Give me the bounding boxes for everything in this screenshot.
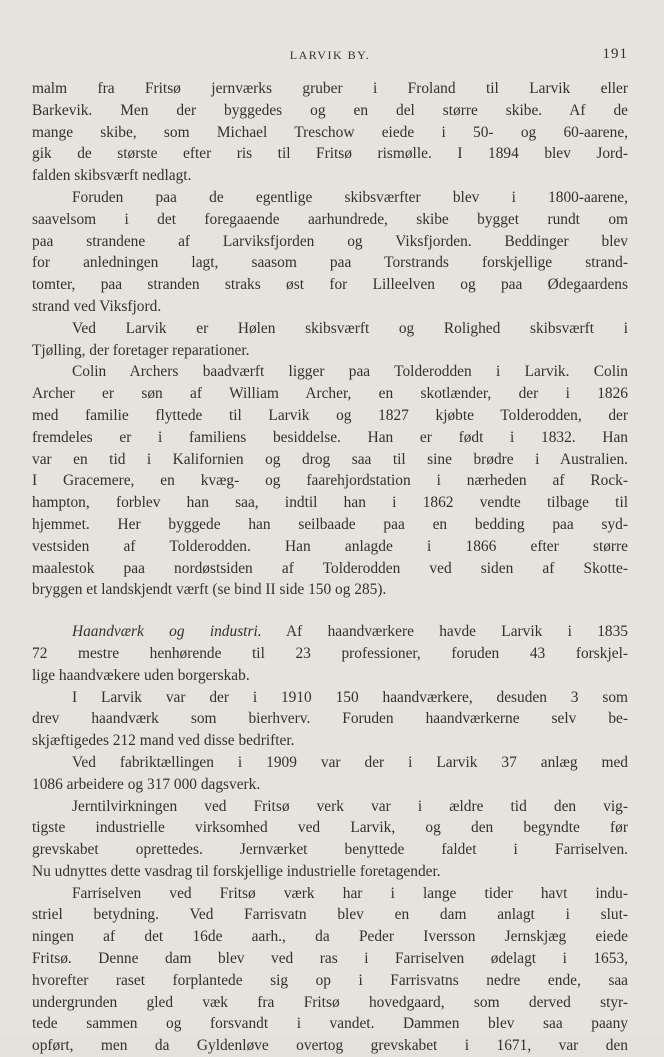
text-line: striel betydning. Ved Farrisvatn blev en dam anlagt i slut- — [32, 906, 628, 924]
text-line: med familie flyttede til Larvik og 1827 kjøbte Tolderodden, der — [32, 406, 628, 424]
text-line: for anledningen lagt, saasom paa Torstrands forskjellige strand- — [32, 254, 628, 272]
text-line: hjemmet. Her byggede han seilbaade paa en bedding paa syd- — [32, 515, 628, 533]
text-line: strand ved Viksfjord. — [32, 297, 162, 315]
text-line: 72 mestre henhørende til 23 professioner, foruden 43 forskjel- — [32, 644, 628, 662]
text-line: hampton, forblev han saa, indtil han i 1862 vendte tilbage til — [32, 494, 628, 512]
paragraph — [32, 361, 628, 601]
text-line: Ved fabriktællingen i 1909 var der i Larvik 37 anlæg med — [72, 753, 628, 771]
text-line: paa strandene af Larviksfjorden og Viksfjorden. Beddinger blev — [32, 232, 628, 250]
text-line — [32, 621, 628, 643]
text-line: skjæftigedes 212 mand ved disse bedrifter. — [32, 732, 295, 750]
text-line: saavelsom i det foregaaende aarhundrede, skibe bygget rundt om — [32, 210, 628, 228]
text-line: Colin Archers baadværft ligger paa Tolderodden i Larvik. Colin — [72, 363, 628, 381]
page-header — [32, 46, 628, 66]
text-line: mange skibe, som Michael Treschow eiede i 50- og 60-aarene, — [32, 123, 628, 141]
text-line: tede sammen og forsvandt i vandet. Dammen blev saa paany — [32, 1015, 628, 1033]
text-line: Jerntilvirkningen ved Fritsø verk var i ældre tid den vig- — [72, 797, 628, 815]
paragraph — [32, 687, 628, 752]
text-line: I Larvik var der i 1910 150 haandværkere, desuden 3 som — [72, 688, 628, 706]
text-line: fremdeles er i familiens besiddelse. Han er født i 1832. Han — [32, 428, 628, 446]
paragraph — [32, 318, 628, 362]
text-line: grevskabet oprettedes. Jernværket benyttede faldet i Farriselven. — [32, 841, 628, 859]
text-line: gik de største efter ris til Fritsø rismølle. I 1894 blev Jord- — [32, 145, 628, 163]
text-line: vestsiden af Tolderodden. Han anlagde i 1866 efter større — [32, 537, 628, 555]
text-line: lige haandvækere uden borgerskab. — [32, 666, 250, 684]
text-line: Archer er søn af William Archer, en skotlænder, der i 1826 — [32, 385, 628, 403]
text-line: opført, men da Gyldenløve overtog grevskabet i 1671, var den — [32, 1037, 628, 1055]
text-line: Foruden paa de egentlige skibsværfter blev i 1800-aarene, — [72, 188, 628, 206]
text-line: drev haandværk som bierhverv. Foruden haandværkerne selv be- — [32, 710, 628, 728]
body-text — [32, 78, 628, 1057]
paragraph — [32, 621, 628, 686]
text-line: hvorefter raset forplantede sig op i Farrisvatns nedre ende, saa — [32, 971, 628, 989]
text-line: var en tid i Kalifornien og drog saa til sine brødre i Australien. — [32, 450, 628, 468]
paragraph — [32, 187, 628, 318]
text-fragment: Af haandværkere havde Larvik i 1835 — [261, 623, 628, 641]
paragraph — [32, 796, 628, 883]
section-heading: Haandværk og industri. — [72, 623, 262, 641]
text-line: undergrunden gled væk fra Fritsø hovedgaard, som derved styr- — [32, 993, 628, 1011]
text-line: Tjølling, der foretager reparationer. — [32, 341, 250, 359]
text-line: ningen af det 16de aarh., da Peder Iversson Jernskjæg eiede — [32, 928, 628, 946]
text-line: tigste industrielle virksomhed ved Larvik, og den begyndte før — [32, 819, 628, 837]
text-line: Ved Larvik er Hølen skibsværft og Rolighed skibsværft i — [72, 319, 628, 337]
text-line: Nu udnyttes dette vasdrag til forskjellige industrielle foretagender. — [32, 862, 441, 880]
text-line: bryggen et landskjendt værft (se bind II side 150 og 285). — [32, 581, 387, 599]
running-head: LARVIK BY. — [289, 48, 371, 62]
text-line: maalestok paa nordøstsiden af Tolderodden ved siden af Skotte- — [32, 559, 628, 577]
paragraph — [32, 883, 628, 1057]
text-line: Barkevik. Men der byggedes og en del større skibe. Af de — [32, 101, 628, 119]
section-gap — [32, 601, 628, 621]
text-line: malm fra Fritsø jernværks gruber i Froland til Larvik eller — [32, 80, 628, 97]
page-number: 191 — [602, 46, 628, 62]
text-line: Fritsø. Denne dam blev ved ras i Farriselven ødelagt i 1653, — [32, 950, 628, 968]
text-line: Farriselven ved Fritsø værk har i lange tider havt indu- — [72, 884, 628, 902]
paragraph — [32, 78, 628, 187]
text-line: 1086 arbeidere og 317 000 dagsverk. — [32, 775, 261, 793]
text-line: tomter, paa stranden straks øst for Lilleelven og paa Ødegaardens — [32, 276, 628, 294]
text-line: falden skibsværft nedlagt. — [32, 167, 192, 185]
paragraph — [32, 752, 628, 796]
text-line: I Gracemere, en kvæg- og faarehjordstation i nærheden af Rock- — [32, 472, 628, 490]
